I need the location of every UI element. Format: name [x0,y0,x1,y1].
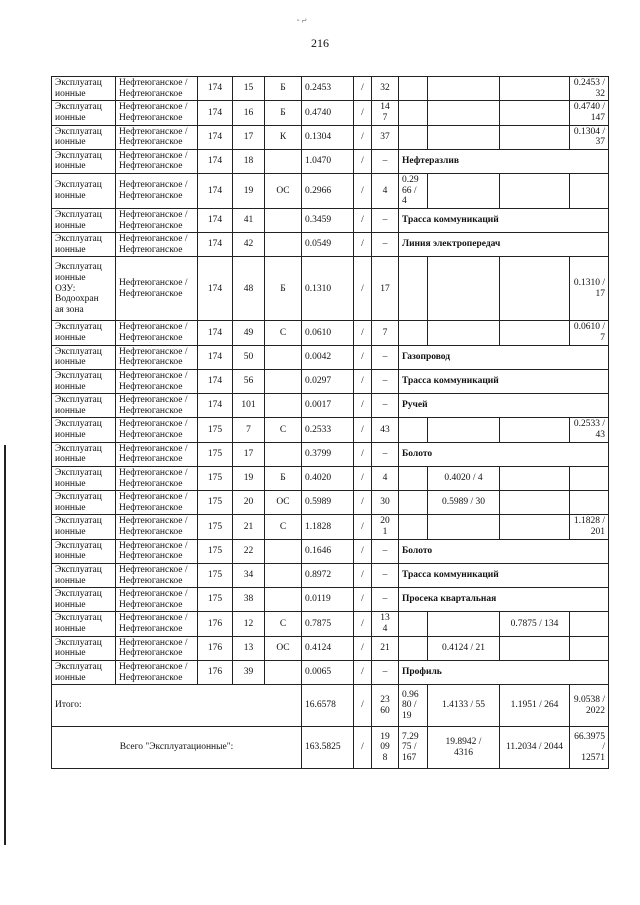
section-cell: 101 [233,394,265,418]
section-cell: 13 [233,636,265,660]
total-count-cell: 23 60 [372,685,399,727]
table-row [52,442,609,466]
table-row [52,563,609,587]
quarter-cell: 174 [198,125,233,149]
category-2-cell: 0.4124 / 21 [428,636,500,660]
table-row [52,466,609,490]
category-note-cell: Линия электропередач [399,233,609,257]
quarter-cell: 175 [198,563,233,587]
category-1-cell [399,636,428,660]
scan-mark: ˋ~ [295,14,310,30]
category-2-cell [428,125,500,149]
slash-cell: / [354,125,372,149]
category-1-cell [399,466,428,490]
total-row [52,685,609,727]
category-note-cell: Газопровод [399,345,609,369]
slash-cell: / [354,727,372,769]
quarter-cell: 176 [198,660,233,684]
category-note-cell: Болото [399,442,609,466]
plot-area-cell: 0.4124 [302,636,354,660]
category-4-cell [570,636,609,660]
quarter-cell: 175 [198,466,233,490]
forestry-cell: Нефтеюганское / Нефтеюганское [116,539,198,563]
slash-cell: / [354,149,372,173]
category-3-cell: 0.7875 / 134 [500,612,570,636]
section-cell: 17 [233,125,265,149]
plot-area-cell: 0.0017 [302,394,354,418]
class-cell [265,369,302,393]
table-row [52,636,609,660]
forestry-cell: Нефтеюганское / Нефтеюганское [116,149,198,173]
class-cell: ОС [265,174,302,209]
slash-cell: / [354,208,372,232]
class-cell [265,588,302,612]
plot-count-cell: – [372,563,399,587]
category-2-cell [428,418,500,442]
section-cell: 22 [233,539,265,563]
table-row [52,257,609,321]
land-type-cell: Эксплуатац ионные [52,418,116,442]
table-row [52,660,609,684]
slash-cell: / [354,345,372,369]
category-2-cell [428,612,500,636]
land-type-cell: Эксплуатац ионные [52,612,116,636]
table-row [52,539,609,563]
section-cell: 34 [233,563,265,587]
category-4-cell: 1.1828 / 201 [570,515,609,539]
table-row [52,101,609,125]
plot-count-cell: – [372,660,399,684]
quarter-cell: 174 [198,77,233,101]
section-cell: 50 [233,345,265,369]
class-cell: ОС [265,636,302,660]
section-cell: 17 [233,442,265,466]
table-row [52,491,609,515]
category-3-cell [500,466,570,490]
category-4-cell: 0.4740 / 147 [570,101,609,125]
quarter-cell: 174 [198,257,233,321]
class-cell [265,563,302,587]
plot-count-cell: 4 [372,466,399,490]
class-cell [265,660,302,684]
table-row [52,612,609,636]
class-cell: ОС [265,491,302,515]
category-4-cell: 0.2453 / 32 [570,77,609,101]
plot-area-cell: 0.2453 [302,77,354,101]
category-note-cell: Болото [399,539,609,563]
section-cell: 18 [233,149,265,173]
plot-count-cell: 4 [372,174,399,209]
forestry-cell: Нефтеюганское / Нефтеюганское [116,612,198,636]
category-4-cell: 0.1310 / 17 [570,257,609,321]
forestry-cell: Нефтеюганское / Нефтеюганское [116,208,198,232]
plot-count-cell: – [372,208,399,232]
table-row [52,125,609,149]
slash-cell: / [354,563,372,587]
plot-area-cell: 0.3799 [302,442,354,466]
category-1-cell: 0.29 66 / 4 [399,174,428,209]
section-cell: 19 [233,174,265,209]
slash-cell: / [354,257,372,321]
table-row [52,369,609,393]
forestry-cell: Нефтеюганское / Нефтеюганское [116,588,198,612]
total-category-4-cell: 9.0538 / 2022 [570,685,609,727]
section-cell: 20 [233,491,265,515]
plot-area-cell: 0.1304 [302,125,354,149]
category-3-cell [500,515,570,539]
section-cell: 15 [233,77,265,101]
class-cell: С [265,418,302,442]
slash-cell: / [354,515,372,539]
plot-area-cell: 0.5989 [302,491,354,515]
quarter-cell: 174 [198,149,233,173]
slash-cell: / [354,660,372,684]
plot-count-cell: – [372,394,399,418]
plot-count-cell: – [372,442,399,466]
slash-cell: / [354,101,372,125]
slash-cell: / [354,539,372,563]
class-cell [265,233,302,257]
category-3-cell [500,101,570,125]
forestry-cell: Нефтеюганское / Нефтеюганское [116,233,198,257]
table-row [52,418,609,442]
slash-cell: / [354,394,372,418]
total-category-3-cell: 11.2034 / 2044 [500,727,570,769]
category-2-cell [428,77,500,101]
land-type-cell: Эксплуатац ионные [52,208,116,232]
section-cell: 49 [233,321,265,345]
section-cell: 48 [233,257,265,321]
class-cell [265,208,302,232]
category-note-cell: Трасса коммуникаций [399,208,609,232]
table-row [52,321,609,345]
slash-cell: / [354,233,372,257]
table-row [52,515,609,539]
forestry-cell: Нефтеюганское / Нефтеюганское [116,442,198,466]
category-1-cell [399,515,428,539]
land-type-cell: Эксплуатац ионные [52,369,116,393]
quarter-cell: 176 [198,636,233,660]
plot-area-cell: 0.0042 [302,345,354,369]
plot-area-cell: 0.0119 [302,588,354,612]
total-area-cell: 163.5825 [302,727,354,769]
quarter-cell: 174 [198,321,233,345]
total-category-2-cell: 1.4133 / 55 [428,685,500,727]
category-1-cell [399,101,428,125]
class-cell: Б [265,257,302,321]
category-2-cell [428,515,500,539]
plot-count-cell: 37 [372,125,399,149]
land-type-cell: Эксплуатац ионные [52,660,116,684]
table-row [52,345,609,369]
slash-cell: / [354,77,372,101]
forestry-cell: Нефтеюганское / Нефтеюганское [116,466,198,490]
class-cell: Б [265,466,302,490]
plot-area-cell: 0.4740 [302,101,354,125]
margin-line [4,445,6,845]
total-count-cell: 19 09 8 [372,727,399,769]
category-3-cell [500,125,570,149]
plot-area-cell: 0.8972 [302,563,354,587]
land-type-cell: Эксплуатац ионные [52,588,116,612]
quarter-cell: 175 [198,418,233,442]
plot-area-cell: 0.3459 [302,208,354,232]
forestry-cell: Нефтеюганское / Нефтеюганское [116,563,198,587]
plot-area-cell: 1.1828 [302,515,354,539]
quarter-cell: 175 [198,539,233,563]
section-cell: 16 [233,101,265,125]
plot-count-cell: – [372,588,399,612]
forest-plots-table [51,76,609,769]
category-1-cell [399,612,428,636]
table-row [52,588,609,612]
category-3-cell [500,636,570,660]
category-note-cell: Ручей [399,394,609,418]
category-4-cell: 0.2533 / 43 [570,418,609,442]
quarter-cell: 175 [198,588,233,612]
land-type-cell: Эксплуатац ионные [52,466,116,490]
total-category-3-cell: 1.1951 / 264 [500,685,570,727]
plot-count-cell: – [372,345,399,369]
category-note-cell: Профиль [399,660,609,684]
class-cell: С [265,321,302,345]
slash-cell: / [354,466,372,490]
forestry-cell: Нефтеюганское / Нефтеюганское [116,515,198,539]
category-2-cell [428,321,500,345]
slash-cell: / [354,588,372,612]
quarter-cell: 174 [198,345,233,369]
section-cell: 41 [233,208,265,232]
land-type-cell: Эксплуатац ионные [52,321,116,345]
class-cell [265,149,302,173]
plot-area-cell: 0.1310 [302,257,354,321]
slash-cell: / [354,442,372,466]
category-note-cell: Трасса коммуникаций [399,563,609,587]
class-cell: С [265,612,302,636]
plot-count-cell: 21 [372,636,399,660]
quarter-cell: 174 [198,174,233,209]
total-category-4-cell: 66.3975 / 12571 [570,727,609,769]
class-cell: К [265,125,302,149]
plot-area-cell: 0.2533 [302,418,354,442]
forestry-cell: Нефтеюганское / Нефтеюганское [116,491,198,515]
category-4-cell [570,491,609,515]
quarter-cell: 174 [198,101,233,125]
slash-cell: / [354,636,372,660]
plot-count-cell: 7 [372,321,399,345]
forestry-cell: Нефтеюганское / Нефтеюганское [116,101,198,125]
category-1-cell [399,125,428,149]
quarter-cell: 176 [198,612,233,636]
quarter-cell: 174 [198,208,233,232]
category-2-cell [428,101,500,125]
total-label-cell: Итого: [52,685,302,727]
category-3-cell [500,174,570,209]
category-2-cell: 0.5989 / 30 [428,491,500,515]
forestry-cell: Нефтеюганское / Нефтеюганское [116,636,198,660]
category-3-cell [500,418,570,442]
forestry-cell: Нефтеюганское / Нефтеюганское [116,345,198,369]
plot-count-cell: 30 [372,491,399,515]
category-2-cell [428,174,500,209]
land-type-cell: Эксплуатац ионные [52,539,116,563]
page-number: 216 [311,36,329,50]
land-type-cell: Эксплуатац ионные [52,563,116,587]
category-3-cell [500,77,570,101]
forestry-cell: Нефтеюганское / Нефтеюганское [116,418,198,442]
forestry-cell: Нефтеюганское / Нефтеюганское [116,660,198,684]
plot-count-cell: 13 4 [372,612,399,636]
class-cell [265,442,302,466]
plot-count-cell: 32 [372,77,399,101]
slash-cell: / [354,685,372,727]
class-cell [265,345,302,369]
forestry-cell: Нефтеюганское / Нефтеюганское [116,394,198,418]
land-type-cell: Эксплуатац ионные [52,174,116,209]
plot-area-cell: 0.1646 [302,539,354,563]
grand-total-row [52,727,609,769]
land-type-cell: Эксплуатац ионные [52,442,116,466]
category-4-cell: 0.1304 / 37 [570,125,609,149]
table-row [52,394,609,418]
plot-area-cell: 0.4020 [302,466,354,490]
category-note-cell: Нефтеразлив [399,149,609,173]
plot-area-cell: 0.0297 [302,369,354,393]
quarter-cell: 175 [198,515,233,539]
slash-cell: / [354,369,372,393]
total-label-cell: Всего "Эксплуатационные": [52,727,302,769]
section-cell: 42 [233,233,265,257]
plot-area-cell: 0.7875 [302,612,354,636]
slash-cell: / [354,418,372,442]
quarter-cell: 174 [198,394,233,418]
slash-cell: / [354,321,372,345]
forestry-cell: Нефтеюганское / Нефтеюганское [116,125,198,149]
section-cell: 56 [233,369,265,393]
category-1-cell [399,491,428,515]
plot-area-cell: 0.0610 [302,321,354,345]
forestry-cell: Нефтеюганское / Нефтеюганское [116,257,198,321]
plot-count-cell: 20 1 [372,515,399,539]
category-2-cell: 0.4020 / 4 [428,466,500,490]
plot-count-cell: – [372,369,399,393]
land-type-cell: Эксплуатац ионные [52,77,116,101]
table-row [52,233,609,257]
land-type-cell: Эксплуатац ионные [52,636,116,660]
quarter-cell: 175 [198,491,233,515]
forestry-cell: Нефтеюганское / Нефтеюганское [116,174,198,209]
table-row [52,77,609,101]
section-cell: 39 [233,660,265,684]
class-cell: Б [265,101,302,125]
category-note-cell: Просека квартальная [399,588,609,612]
class-cell [265,394,302,418]
category-3-cell [500,491,570,515]
land-type-cell: Эксплуатац ионные [52,345,116,369]
quarter-cell: 174 [198,369,233,393]
plot-count-cell: – [372,149,399,173]
plot-count-cell: 43 [372,418,399,442]
forestry-cell: Нефтеюганское / Нефтеюганское [116,321,198,345]
quarter-cell: 174 [198,233,233,257]
class-cell [265,539,302,563]
category-4-cell [570,174,609,209]
slash-cell: / [354,491,372,515]
table-row [52,174,609,209]
class-cell: Б [265,77,302,101]
total-area-cell: 16.6578 [302,685,354,727]
plot-count-cell: – [372,539,399,563]
section-cell: 7 [233,418,265,442]
table-row [52,208,609,232]
land-type-cell: Эксплуатац ионные [52,515,116,539]
category-1-cell [399,77,428,101]
section-cell: 19 [233,466,265,490]
plot-count-cell: 14 7 [372,101,399,125]
plot-count-cell: – [372,233,399,257]
land-type-cell: Эксплуатац ионные [52,233,116,257]
category-3-cell [500,321,570,345]
category-1-cell [399,257,428,321]
category-4-cell [570,612,609,636]
category-4-cell: 0.0610 / 7 [570,321,609,345]
land-type-cell: Эксплуатац ионные ОЗУ: Водоохран ая зона [52,257,116,321]
total-category-1-cell: 7.29 75 / 167 [399,727,428,769]
land-type-cell: Эксплуатац ионные [52,125,116,149]
slash-cell: / [354,612,372,636]
land-type-cell: Эксплуатац ионные [52,394,116,418]
category-2-cell [428,257,500,321]
forestry-cell: Нефтеюганское / Нефтеюганское [116,369,198,393]
category-note-cell: Трасса коммуникаций [399,369,609,393]
category-4-cell [570,466,609,490]
class-cell: С [265,515,302,539]
plot-area-cell: 0.0549 [302,233,354,257]
category-3-cell [500,257,570,321]
table-row [52,149,609,173]
section-cell: 12 [233,612,265,636]
land-type-cell: Эксплуатац ионные [52,491,116,515]
plot-area-cell: 0.0065 [302,660,354,684]
section-cell: 21 [233,515,265,539]
category-1-cell [399,418,428,442]
plot-area-cell: 0.2966 [302,174,354,209]
land-type-cell: Эксплуатац ионные [52,149,116,173]
total-category-1-cell: 0.96 80 / 19 [399,685,428,727]
section-cell: 38 [233,588,265,612]
total-category-2-cell: 19.8942 / 4316 [428,727,500,769]
forestry-cell: Нефтеюганское / Нефтеюганское [116,77,198,101]
land-type-cell: Эксплуатац ионные [52,101,116,125]
quarter-cell: 175 [198,442,233,466]
plot-count-cell: 17 [372,257,399,321]
slash-cell: / [354,174,372,209]
plot-area-cell: 1.0470 [302,149,354,173]
category-1-cell [399,321,428,345]
